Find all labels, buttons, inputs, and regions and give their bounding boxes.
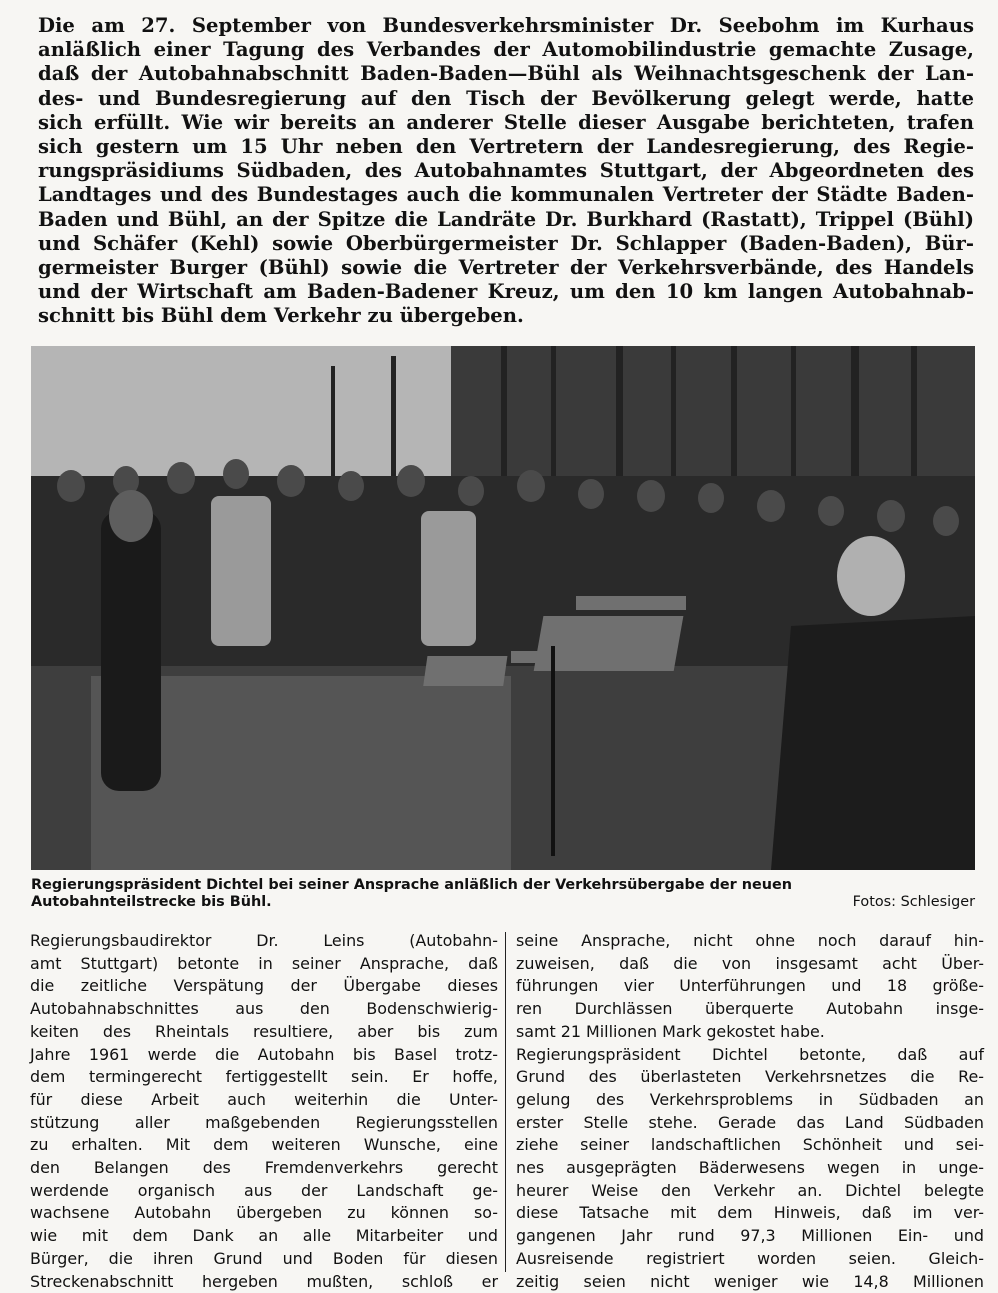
caption-line: Autobahnteilstrecke bis Bühl. [31,894,272,910]
caption-line: Regierungspräsident Dichtel bei seiner Ansprache anläßlich der Verkehrsübergabe der neuen [31,877,793,893]
text-line: Regierungspräsident Dichtel betonte, daß auf [516,1044,984,1064]
text-line: heurer Weise den Verkehr an. Dichtel belegte [516,1180,984,1200]
text-line: die zeitliche Verspätung der Übergabe dieses [30,976,498,996]
text-line: samt 21 Millionen Mark gekostet habe. [516,1021,825,1041]
text-line: Streckenabschnitt hergeben mußten, schloß er [30,1271,498,1291]
lead-line: und der Wirtschaft am Baden-Badener Kreuz, um den 10 km langen Autobahnab- [38,280,974,304]
text-line: gelung des Verkehrsproblems in Südbaden an [516,1089,984,1109]
text-line: nes ausgeprägten Bäderwesens wegen in unge- [516,1158,984,1178]
text-line: keiten des Rheintals resultiere, aber bis zum [30,1021,498,1041]
lead-line: Baden und Bühl, an der Spitze die Landräte Dr. Burkhard (Rastatt), Trippel (Bühl) [38,207,974,231]
text-line: Bürger, die ihren Grund und Boden für diesen [30,1248,498,1268]
column-divider [505,932,506,1272]
lead-line: anläßlich einer Tagung des Verbandes der Automobilindustrie gemachte Zusage, [38,38,974,62]
photo-caption [31,877,975,911]
right-column [516,930,984,1293]
lead-line: und Schäfer (Kehl) sowie Oberbürgermeister Dr. Schlapper (Baden-Baden), Bür- [38,231,974,255]
text-line: werdende organisch aus der Landschaft ge- [30,1180,498,1200]
text-line: Autobahnabschnittes aus den Bodenschwierig- [30,999,498,1019]
text-line: ziehe seiner landschaftlichen Schönheit und sei- [516,1135,984,1155]
text-line: für diese Arbeit auch weiterhin die Unter- [30,1089,498,1109]
text-line: Jahre 1961 werde die Autobahn bis Basel trotz- [30,1044,498,1064]
lead-paragraph [38,14,974,329]
text-line: stützung aller maßgebenden Regierungsstellen [30,1112,498,1132]
lead-line: schnitt bis Bühl dem Verkehr zu übergeben. [38,304,524,328]
text-line: gangenen Jahr rund 97,3 Millionen Ein- und [516,1226,984,1246]
text-line: seine Ansprache, nicht ohne noch darauf hin- [516,931,984,950]
lead-line: germeister Burger (Bühl) sowie die Vertreter der Verkehrsverbände, des Handels [38,256,974,280]
text-line: zu erhalten. Mit dem weiteren Wunsche, eine [30,1135,498,1155]
text-line: dem termingerecht fertiggestellt sein. Er hoffe, [30,1067,498,1087]
lead-line: sich erfüllt. Wie wir bereits an anderer Stelle dieser Ausgabe berichteten, trafen [38,110,974,134]
photo-scene [31,346,975,870]
lead-line: Landtages und des Bundestages auch die kommunalen Vertreter der Städte Baden- [38,183,974,207]
text-line: erster Stelle stehe. Gerade das Land Südbaden [516,1112,984,1132]
lead-line: Die am 27. September von Bundesverkehrsminister Dr. Seebohm im Kurhaus [38,14,974,37]
lead-line: rungspräsidiums Südbaden, des Autobahnamtes Stuttgart, der Abgeordneten des [38,159,974,183]
text-line: Regierungsbaudirektor Dr. Leins (Autobahn- [30,931,498,950]
lead-line: des- und Bundesregierung auf den Tisch der Bevölkerung gelegt werde, hatte [38,86,974,110]
text-line: zeitig seien nicht weniger wie 14,8 Millionen [516,1271,984,1291]
left-column [30,930,498,1293]
text-line: amt Stuttgart) betonte in seiner Ansprache, daß [30,953,498,973]
text-line: Ausreisende registriert worden seien. Gleich- [516,1248,984,1268]
lead-line: daß der Autobahnabschnitt Baden-Baden—Bühl als Weihnachtsgeschenk der Lan- [38,62,974,86]
text-line: zuweisen, daß die von insgesamt acht Über- [516,953,984,973]
text-line: wachsene Autobahn übergeben zu können so- [30,1203,498,1223]
text-line: den Belangen des Fremdenverkehrs gerecht [30,1158,498,1178]
text-line: führungen vier Unterführungen und 18 größe- [516,976,984,996]
photo-credit: Fotos: Schlesiger [852,894,975,910]
news-photo [31,346,975,870]
text-line: Grund des überlasteten Verkehrsnetzes die Re- [516,1067,984,1087]
text-line: wie mit dem Dank an alle Mitarbeiter und [30,1226,498,1246]
text-line: ren Durchlässen überquerte Autobahn insge- [516,999,984,1019]
lead-line: sich gestern um 15 Uhr neben den Vertretern der Landesregierung, des Regie- [38,135,974,159]
text-line: diese Tatsache mit dem Hinweis, daß im ver- [516,1203,984,1223]
